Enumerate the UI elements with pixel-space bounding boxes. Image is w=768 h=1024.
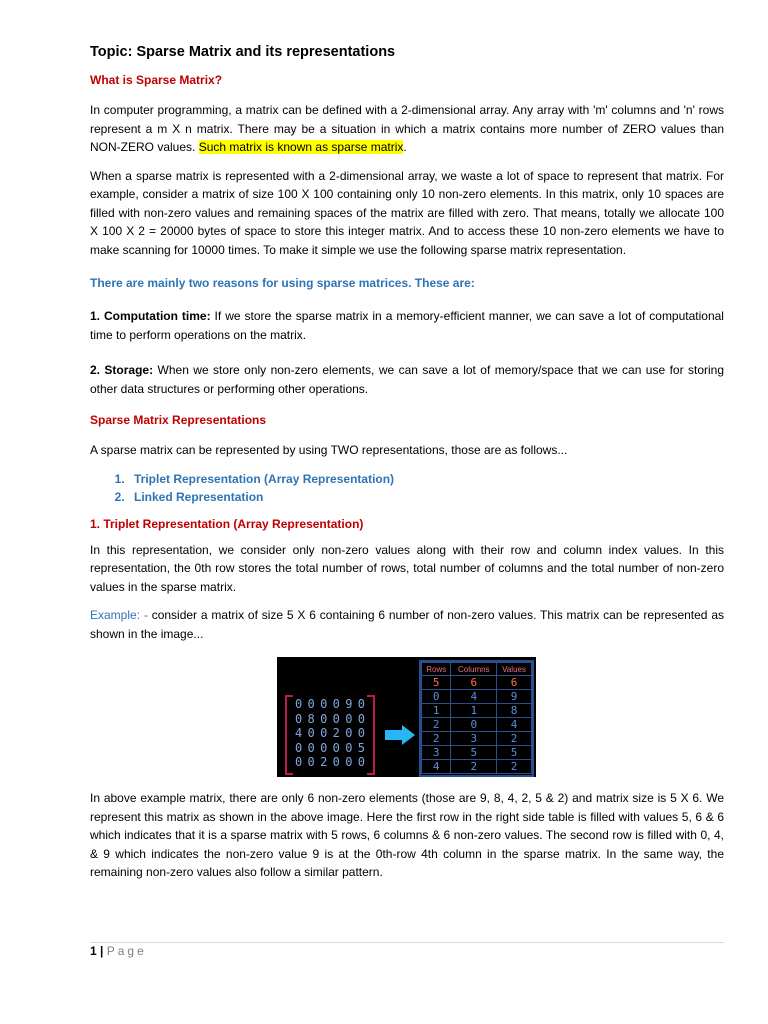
matrix-row <box>295 741 365 756</box>
matrix-cell: 2 <box>332 726 340 740</box>
table-row <box>422 732 532 746</box>
triplet-paragraph: In this representation, we consider only non-zero values along with their row and column index values. In this representation, the 0th row stores the total number of rows, total number of columns and the total number of non-zero values in the sparse matrix. <box>90 542 724 594</box>
matrix-cell: 0 <box>295 697 303 711</box>
table-cell: 9 <box>497 690 532 704</box>
matrix-cell: 2 <box>320 755 328 769</box>
representations-heading: Sparse Matrix Representations <box>90 413 267 427</box>
matrix-cell: 0 <box>357 697 365 711</box>
sparse-matrix-figure <box>277 657 536 777</box>
matrix-cell: 0 <box>357 726 365 740</box>
document-page <box>90 44 724 892</box>
right-bracket <box>367 695 375 775</box>
intro-paragraph: In computer programming, a matrix can be defined with a 2-dimensional array. Any array with 'm' columns and 'n' rows represent a m X n matrix. There may be a situation in which a matrix contains more number of ZERO values than NON-ZERO values. Such matrix is known as sparse matrix. <box>90 103 724 154</box>
matrix-cell: 9 <box>345 697 353 711</box>
reason-computation: 1. Computation time: If we store the sparse matrix in a memory-efficient manner, we can save a lot of computational time to perform operations on the matrix. <box>90 309 724 342</box>
matrix-cell: 0 <box>307 755 315 769</box>
table-cell: 4 <box>422 760 451 774</box>
matrix-cell: 8 <box>307 711 315 726</box>
left-bracket <box>285 695 293 775</box>
table-header-values: Values <box>497 663 532 676</box>
table-cell: 5 <box>497 746 532 760</box>
table-cell: 2 <box>497 732 532 746</box>
triplet-table <box>419 660 534 777</box>
page-label: Page <box>106 944 147 958</box>
matrix-cell: 0 <box>332 697 340 711</box>
matrix-cell: 0 <box>320 697 328 711</box>
matrix-cell: 4 <box>295 726 303 740</box>
table-row <box>422 690 532 704</box>
footer-divider <box>90 942 724 943</box>
sparse-matrix <box>285 695 375 771</box>
table-row <box>422 760 532 774</box>
space-waste-paragraph: When a sparse matrix is represented with a 2-dimensional array, we waste a lot of space to represent that matrix. For example, consider a matrix of size 100 X 100 containing only 10 non-zero elements. In this matrix, only 10 spaces are filled with non-zero values and remaining spaces of the matrix are filled with zero. That means, totally we allocate 100 X 100 X 2 = 20000 bytes of space to store this integer matrix. And to access these 10 non-zero elements we have to make scanning for 10000 times. To make it simple we use the following sparse matrix representation. <box>90 168 724 257</box>
matrix-cell: 0 <box>307 726 315 740</box>
matrix-row <box>295 755 365 770</box>
table-cell: 4 <box>497 718 532 732</box>
matrix-cell: 0 <box>307 740 315 755</box>
matrix-rows <box>295 697 365 770</box>
matrix-cell: 0 <box>295 711 303 726</box>
explanation-paragraph: In above example matrix, there are only 6 non-zero elements (those are 9, 8, 4, 2, 5 & 2) and matrix size is 5 X 6. We represent this matrix as shown in the above image. Here the first row in the right side table is filled with values 5, 6 & 6 which indicates that it is a sparse matrix with 5 rows, 6 columns & 6 non-zero values. The second row is filled with 0, 4, & 9 which indicates the non-zero value 9 is at the 0th-row 4th column in the sparse matrix. In the same way, the remaining non-zero values also follow a similar pattern. <box>90 791 724 879</box>
table-cell: 2 <box>422 718 451 732</box>
table-cell: 6 <box>451 676 497 690</box>
reasons-heading: There are mainly two reasons for using sparse matrices. These are: <box>90 276 475 290</box>
table-cell: 6 <box>497 676 532 690</box>
table-cell: 8 <box>497 704 532 718</box>
table-header-columns: Columns <box>451 663 497 676</box>
reason-storage: 2. Storage: When we store only non-zero elements, we can save a lot of memory/space that we can use for storing other data structures or performing other operations. <box>90 363 725 396</box>
table-row <box>422 704 532 718</box>
example-paragraph: Example: - consider a matrix of size 5 X 6 containing 6 number of non-zero values. This matrix can be represented as shown in the image... <box>90 608 724 641</box>
matrix-cell: 0 <box>332 755 340 769</box>
what-is-heading: What is Sparse Matrix? <box>90 73 223 87</box>
matrix-cell: 0 <box>332 711 340 726</box>
table-header-rows: Rows <box>422 663 451 676</box>
table-cell: 1 <box>422 704 451 718</box>
representations-intro: A sparse matrix can be represented by using TWO representations, those are as follows... <box>90 443 568 457</box>
table-cell: 2 <box>422 732 451 746</box>
table-row <box>422 746 532 760</box>
list-item: 2. Linked Representation <box>128 488 724 507</box>
matrix-cell: 0 <box>357 711 365 726</box>
matrix-cell: 0 <box>295 740 303 755</box>
table-cell: 0 <box>451 718 497 732</box>
table-cell: 4 <box>451 690 497 704</box>
matrix-cell: 0 <box>345 740 353 755</box>
representations-list <box>90 470 724 507</box>
matrix-cell: 0 <box>320 740 328 755</box>
table-row <box>422 676 532 690</box>
table-cell: 3 <box>422 746 451 760</box>
list-item: 1. Triplet Representation (Array Representation) <box>128 470 724 489</box>
matrix-cell: 0 <box>332 740 340 755</box>
table-cell: 0 <box>422 690 451 704</box>
matrix-row <box>295 712 365 727</box>
matrix-cell: 0 <box>357 755 365 769</box>
matrix-row <box>295 726 365 741</box>
page-title: Topic: Sparse Matrix and its representations <box>90 44 396 60</box>
matrix-row <box>295 697 365 712</box>
table-cell: 5 <box>451 746 497 760</box>
page-number: 1 <box>90 944 97 958</box>
triplet-heading: 1. Triplet Representation (Array Representation) <box>90 516 364 531</box>
matrix-cell: 0 <box>345 755 353 769</box>
table-cell: 3 <box>451 732 497 746</box>
matrix-cell: 0 <box>320 711 328 726</box>
table-cell: 5 <box>422 676 451 690</box>
matrix-cell: 0 <box>345 726 353 740</box>
matrix-cell: 0 <box>307 697 315 711</box>
table-row <box>422 718 532 732</box>
right-arrow-icon <box>385 725 415 745</box>
matrix-cell: 0 <box>345 711 353 726</box>
table-cell: 2 <box>497 760 532 774</box>
matrix-cell: 5 <box>357 740 365 755</box>
matrix-cell: 0 <box>295 755 303 769</box>
table-cell: 2 <box>451 760 497 774</box>
page-footer: 1 | Page <box>90 944 147 958</box>
table-cell: 1 <box>451 704 497 718</box>
matrix-cell: 0 <box>320 726 328 740</box>
highlighted-definition: Such matrix is known as sparse matrix <box>198 140 404 154</box>
